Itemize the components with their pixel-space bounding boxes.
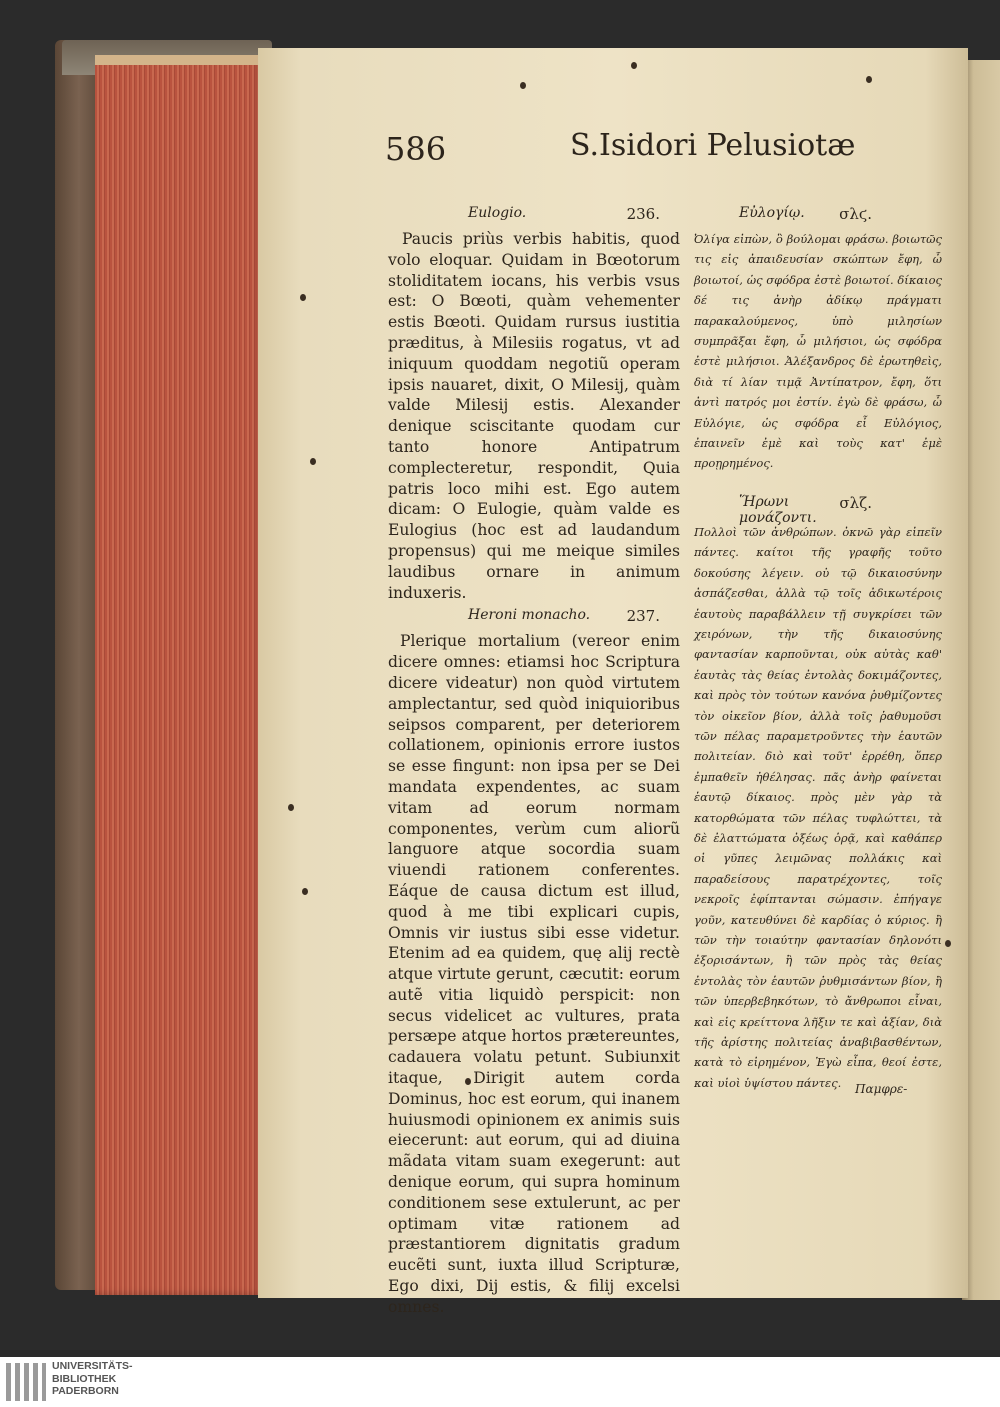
- greek-paragraph: Πολλοὶ τῶν ἀνθρώπων. ὀκνῶ γὰρ εἰπεῖν πάντες. καίτοι τῆς γραφῆς τοῦτο δοκούσης λέγειν. οὐ τῷ δικαιοσύνην ἀσπάζεσθαι, ἀλλὰ τῷ τοῖς ἀδικωτέροις ἑαυτοὺς παραβάλλειν τῇ συγκρίσει τῶν χειρόνων, τὴν τῆς δικαιοσύνης φαντασίαν καρποῦνται, οὐκ αὐτὰς καθ' ἑαυτὰς τὰς θείας ἐντολὰς δοκιμάζοντες, καὶ πρὸς τὸν τούτων κανόνα ῥυθμίζοντες τὸν οἰκεῖον βίον, ἀλλὰ τοῖς ῥαθυμοῦσι τῶν πέλας παραμετροῦντες τὴν ἑαυτῶν πολιτείαν. διὸ καὶ τοῦτ' ἐρρέθη, ὅπερ ἐμπαθεῖν ἠθέλησας. πᾶς ἀνὴρ φαίνεται ἑαυτῷ δίκαιος. πρὸς μὲν γὰρ τὰ κατορθώματα τῶν πέλας τυφλώττει, τὰ δὲ ἐλαττώματα ὀξέως ὁρᾷ, καὶ καθάπερ οἱ γῦπες λειμῶνας πολλάκις καὶ παραδείσους παρατρέχοντες, τοῖς νεκροῖς ἐφίπτανται σώμασιν. ἐπήγαγε γοῦν, κατευθύνει δὲ καρδίας ὁ κύριος. ἢ τῶν τὴν τοιαύτην φαντασίαν δηλονότι ἐξορισάντων, ἢ τῶν πρὸς τὰς θείας ἐντολὰς τὸν ἑαυτῶν ῥυθμισάντων βίον, ἢ τῶν ὑπερβεβηκότων, τὸ ἄνθρωποι εἶναι, καὶ εἰς κρείττονα λῆξιν τε καὶ ἀξίαν, διὰ τῆς ἀρίστης πολιτείας ἀναβιβασθέντων, κατὰ τὸ εἰρημένον, Ἐγὼ εἶπα, θεοί ἐστε, καὶ υἱοὶ ὑψίστου πάντες.: [694, 524, 942, 1090]
- latin-section-heading: [388, 607, 680, 625]
- worm-hole: [520, 82, 526, 89]
- latin-paragraph: Plerique mortalium (vereor enim dicere omnes: etiamsi hoc Scriptura dicere videatur) non quòd virtutem amplectantur, sed quòd iniquioribus seipsos comparent, per deteriorem collationem, opinionis errore iustos se esse fingunt: non ipsa per se Dei mandata expendentes, ac suam vitam ad eorum normam componentes, verùm cum aliorũ languore atque socordia suam viuendi rationem conferentes. Eáque de causa dictum est illud, quod à me tibi explicari cupis, Omnis vir iustus sibi esse videtur. Etenim ad ea quidem, quę alij rectè atque virtute gerunt, cæcutit: eorum autẽ vitia liquidò perspicit: non secus videlicet ac vultures, prata persæpe atque hortos prætereuntes, cadauera volatu petunt. Subiunxit itaque, Dirigit autem corda Dominus, hoc est eorum, qui inanem huiusmodi opinionem ex animis suis eiecerunt: aut eorum, qui ad diuina mãdata vitam suam exegerunt: aut denique eorum, qui supra hominum conditionem sese extulerunt, ac per optimam vitæ rationem ad præstantiorem dignitatis gradum eucẽti sunt, iuxta illud Scripturæ, Ego dixi, Dij estis, & filij excelsi omnes.: [388, 632, 680, 1316]
- section-number: 237.: [626, 607, 660, 626]
- logo-line: UNIVERSITÄTS-: [52, 1360, 133, 1372]
- worm-hole: [310, 458, 316, 465]
- latin-section-heading: [388, 205, 680, 223]
- section-number: 236.: [626, 205, 660, 223]
- worm-hole: [302, 888, 308, 895]
- catchword: Παμφρε-: [855, 1082, 908, 1096]
- library-logo-text: [52, 1360, 133, 1398]
- worm-hole: [288, 804, 294, 811]
- greek-paragraph: Ὀλίγα εἰπὼν, ὃ βούλομαι φράσω. βοιωτῶς τις εἰς ἀπαιδευσίαν σκώπτων ἔφη, ὦ βοιωτοί, ὡς σφόδρα ἐστὲ βοιωτοί. δίκαιος δέ τις ἀνὴρ ἀδίκῳ πράγματι παρακαλούμενος, ὑπὸ μιλησίων συμπρᾶξαι ἔφη, ὦ μιλήσιοι, ὡς σφόδρα ἐστὲ μιλήσιοι. Ἀλέξανδρος δὲ ἐρωτηθεὶς, διὰ τί λίαν τιμᾷ Ἀντίπατρον, ἔφη, ὅτι ἀντὶ πατρός μοι ἐστίν. ἐγὼ δὲ φράσω, ὦ Εὐλόγιε, ὡς σφόδρα εἶ Εὐλόγιος, ἐπαινεῖν ἐμὲ καὶ τοὺς κατ' ἐμὲ προῃρημένος.: [694, 232, 942, 471]
- section-heading-text: Heroni monacho.: [468, 607, 591, 624]
- logo-line: BIBLIOTHEK: [52, 1372, 117, 1385]
- greek-section-heading: [694, 205, 942, 223]
- worm-hole: [631, 62, 637, 69]
- section-number: σλζ.: [839, 493, 872, 512]
- worm-hole: [945, 940, 951, 947]
- library-logo-bars-icon: [6, 1363, 46, 1401]
- section-heading-text: Eulogio.: [468, 205, 527, 221]
- greek-section-heading: [694, 493, 942, 526]
- book-fore-edge: [95, 55, 265, 1295]
- latin-paragraph: Paucis priùs verbis habitis, quod volo eloquar. Quidam in Bœotorum stoliditatem iocans, his verbis vsus est: O Bœoti, quàm vehementer estis Bœoti. Quidam rursus iustitia præditus, à Milesiis rogatus, vt ad iniquum quoddam negotiũ operam ipsis nauaret, dixit, O Milesij, quàm valde Milesij estis. Alexander denique sciscitante quodam cur tanto honore Antipatrum complecteretur, respondit, Quia patris loco mihi est. Ego autem dicam: O Eulogie, quàm valde es Eulogius (hoc est ad laudandum propensus) qui me meique similes laudibus ornare in animum induxeris.: [388, 230, 680, 602]
- latin-column: [388, 205, 680, 1318]
- section-heading-text: Εὐλογίῳ.: [739, 205, 805, 221]
- logo-line: PADERBORN: [52, 1385, 119, 1397]
- worm-hole: [866, 76, 872, 83]
- library-logo: [0, 1357, 1000, 1407]
- greek-column: [694, 205, 942, 1093]
- page-number: 586: [385, 130, 447, 168]
- fore-edge-cap: [95, 55, 265, 65]
- section-heading-text: Ἥρωνι μονάζοντι.: [739, 493, 817, 526]
- section-number: σλϛ.: [839, 205, 872, 223]
- worm-hole: [300, 294, 306, 301]
- running-title: S.Isidori Pelusiotæ: [570, 128, 856, 163]
